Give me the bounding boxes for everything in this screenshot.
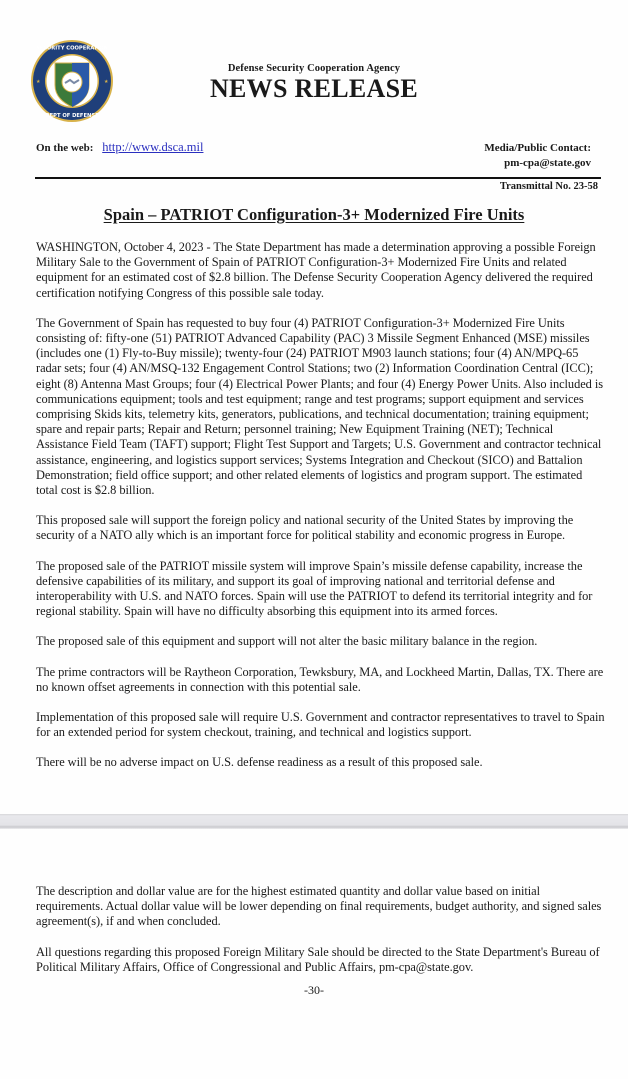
paragraph-announcement: WASHINGTON, October 4, 2023 - The State Department has made a determination approving a possible Foreign Military Sale to the Government of Spain of PATRIOT Configuration-3+ Modernized Fire Units and related equipment for an estimated cost of $2.8 billion. The Defense Security Cooperation Agency delivered the required certification notifying Congress of this possible sale today.	[36, 240, 596, 300]
paragraph-foreign-policy: This proposed sale will support the foreign policy and national security of the United States by improving the security of a NATO ally which is an important force for political stability and economic progress in Europe.	[36, 513, 574, 543]
media-contact	[484, 141, 591, 171]
paragraph-implementation: Implementation of this proposed sale will require U.S. Government and contractor representatives to travel to Spain for an extended period for system checkout, training, and technical and logistics support.	[36, 710, 605, 740]
news-release-heading: NEWS RELEASE	[209, 74, 419, 103]
svg-text:★: ★	[104, 79, 109, 85]
document-title: Spain – PATRIOT Configuration-3+ Modernized Fire Units	[103, 205, 525, 224]
release-footer-notes	[36, 884, 606, 990]
dsca-website-link[interactable]: http://www.dsca.mil	[102, 140, 204, 154]
svg-text:SECURITY COOPERATION: SECURITY COOPERATION	[35, 45, 109, 52]
paragraph-dollar-value-note: The description and dollar value are for the highest estimated quantity and dollar value based on initial requirements. Actual dollar value will be lower depending on final requirements, budget authority, and signed sales agreement(s), if and when concluded.	[36, 884, 602, 929]
contact-email: pm-cpa@state.gov	[504, 157, 591, 169]
paragraph-readiness: There will be no adverse impact on U.S. defense readiness as a result of this proposed sale.	[36, 755, 483, 770]
paragraph-request-details: The Government of Spain has requested to buy four (4) PATRIOT Configuration-3+ Modernized Fire Units consisting of: fifty-one (51) PATRIOT Advanced Capability (PAC) 3 Missile Segment Enhanced (MSE) missiles (includes one (1) Fly-to-Buy missile); twenty-four (24) PATRIOT M903 launch stations; four (4) AN/MPQ-65 radar sets; four (4) AN/MSQ-132 Engagement Control Stations; two (2) Information Coordination Central (ICC); eight (8) Antenna Mast Groups; four (4) Electrical Power Plants; and four (4) Energy Power Units. Also included is communications equipment; tools and test equipment; range and test programs; support equipment and services comprising Skids kits, telemetry kits, generators, publications, and technical documentation; training equipment; spare and repair parts; Repair and Return; personnel training; New Equipment Training (NET); Technical Assistance Field Team (TAFT) support; Flight Test Support and Targets; U.S. Government and contractor technical assistance, engineering, and logistics support services; Systems Integration and Checkout (SICO) and Battalion Demonstration; field office support; and other related elements of logistics and program support. The estimated total cost is $2.8 billion.	[36, 315, 604, 498]
svg-text:★: ★	[36, 79, 41, 85]
paragraph-capability: The proposed sale of the PATRIOT missile system will improve Spain’s missile defense capability, increase the defensive capabilities of its military, and support its goal of improving national and territorial defense and interoperability with U.S. and NATO forces. Spain will use the PATRIOT to defend its territorial integrity and for regional stability. Spain will have no difficulty absorbing this equipment into its armed forces.	[36, 558, 593, 619]
end-marker: -30-	[304, 983, 324, 997]
paragraph-military-balance: The proposed sale of this equipment and support will not alter the basic military balance in the region.	[36, 634, 538, 649]
website-line	[36, 140, 203, 155]
transmittal-number: Transmittal No. 23-58	[499, 181, 598, 192]
paragraph-questions-contact: All questions regarding this proposed Foreign Military Sale should be directed to the State Department's Bureau of Political Military Affairs, Office of Congressional and Public Affairs, pm-cpa@state.gov.	[36, 944, 600, 974]
page-break-separator	[0, 814, 628, 829]
svg-text:DEPT OF DEFENSE: DEPT OF DEFENSE	[45, 113, 99, 119]
contact-label: Media/Public Contact:	[484, 142, 591, 154]
header-divider	[35, 177, 601, 179]
release-body	[36, 240, 606, 786]
web-label: On the web:	[36, 142, 94, 154]
agency-name: Defense Security Cooperation Agency	[227, 63, 401, 74]
paragraph-contractors: The prime contractors will be Raytheon Corporation, Tewksbury, MA, and Lockheed Martin, Dallas, TX. There are no known offset agreements in connection with this potential sale.	[36, 664, 604, 694]
